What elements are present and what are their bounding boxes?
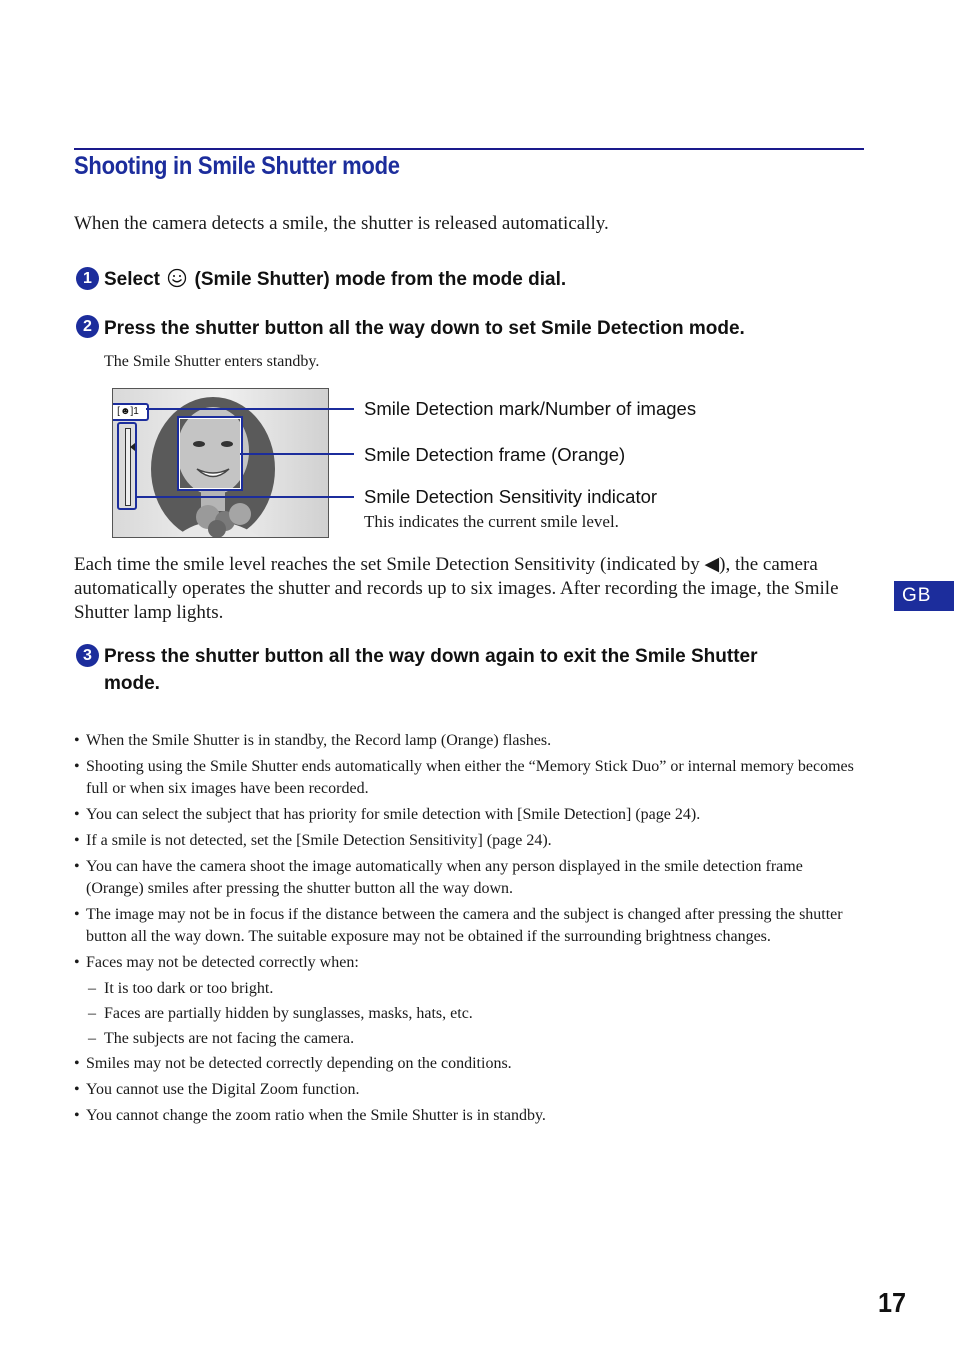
step-3-line-1: Press the shutter button all the way down again to exit the Smile Shutter xyxy=(104,646,758,667)
body-paragraph: Each time the smile level reaches the set Smile Detection Sensitivity (indicated by ◀), the camera automatically operates the shutter and records up to six images. After recording the image, the Smile Shutter lamp lights. xyxy=(74,554,839,623)
step-1-text-before: Select xyxy=(104,269,160,290)
step-1-text-after: (Smile Shutter) mode from the mode dial. xyxy=(194,269,567,290)
note-item: • You can have the camera shoot the image automatically when any person displayed in the smile detection frame (Orange) smiles after pressing the shutter button all the way down. xyxy=(74,856,864,900)
callout-sensitivity-note: This indicates the current smile level. xyxy=(364,512,619,531)
step-1-number: 1 xyxy=(76,267,99,290)
step-2-subtext: The Smile Shutter enters standby. xyxy=(104,353,320,370)
step-3-line-2: mode. xyxy=(104,673,160,694)
note-item: • You can select the subject that has priority for smile detection with [Smile Detection] (page 24). xyxy=(74,804,864,826)
note-subitem: – Faces are partially hidden by sunglasses, masks, hats, etc. xyxy=(74,1003,864,1025)
step-2-text: Press the shutter button all the way down to set Smile Detection mode. xyxy=(104,318,745,339)
step-2-number: 2 xyxy=(76,315,99,338)
note-item: • Faces may not be detected correctly when: xyxy=(74,952,864,974)
callout-frame-label: Smile Detection frame (Orange) xyxy=(364,444,626,465)
note-item: • You cannot change the zoom ratio when the Smile Shutter is in standby. xyxy=(74,1105,864,1127)
intro-text: When the camera detects a smile, the shutter is released automatically. xyxy=(74,213,609,234)
notes-list xyxy=(74,730,864,1131)
language-tab: GB xyxy=(894,581,954,611)
note-item: • If a smile is not detected, set the [Smile Detection Sensitivity] (page 24). xyxy=(74,830,864,852)
callout-sensitivity-label: Smile Detection Sensitivity indicator xyxy=(364,486,658,507)
note-item: • Shooting using the Smile Shutter ends automatically when either the “Memory Stick Duo” or internal memory becomes full or when six images have been recorded. xyxy=(74,756,864,800)
note-subitem: – The subjects are not facing the camera. xyxy=(74,1028,864,1050)
smile-detection-mark: [☻]1 xyxy=(112,403,149,421)
note-item: • When the Smile Shutter is in standby, the Record lamp (Orange) flashes. xyxy=(74,730,864,752)
page-number: 17 xyxy=(878,1287,907,1318)
step-3-text xyxy=(104,643,758,697)
section-title: Shooting in Smile Shutter mode xyxy=(74,152,400,180)
callout-mark-label: Smile Detection mark/Number of images xyxy=(364,398,697,419)
step-3-number: 3 xyxy=(76,644,99,667)
note-item: • You cannot use the Digital Zoom function. xyxy=(74,1079,864,1101)
note-subitem: – It is too dark or too bright. xyxy=(74,978,864,1000)
note-item: • Smiles may not be detected correctly depending on the conditions. xyxy=(74,1053,864,1075)
note-item: • The image may not be in focus if the distance between the camera and the subject is changed after pressing the shutter button all the way down. The suitable exposure may not be obtained if the surrounding brightness changes. xyxy=(74,904,864,948)
